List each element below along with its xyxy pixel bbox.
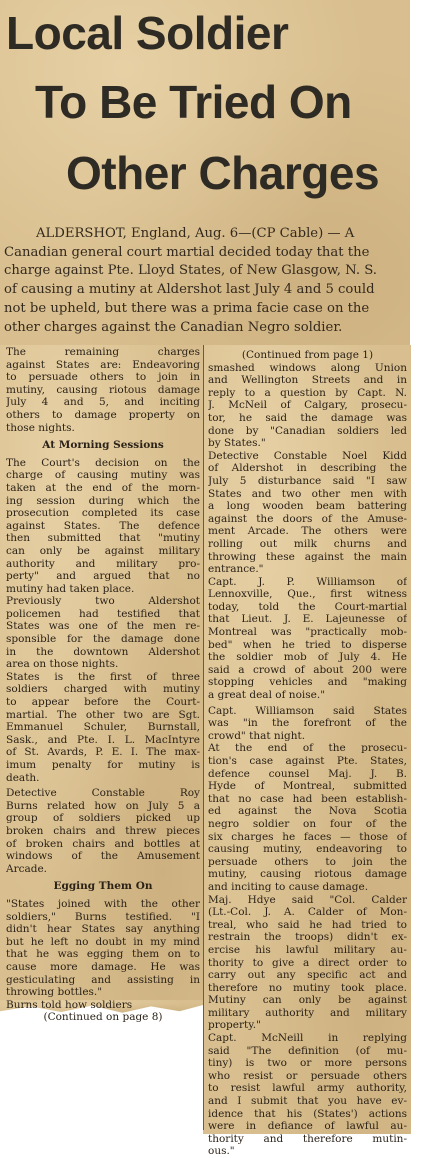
headline-line-2: To Be Tried On [35,76,352,128]
text-line: July 4 and 5, and inciting [6,396,200,409]
text-line: mutiny, causing riotous damage [208,868,407,881]
text-line: The Court's decision on the [6,456,200,469]
text-line: treal, who said he had tried to [208,918,407,931]
text-line: of Aldershot in describing the [208,462,407,475]
text-line: persuade others to join the [208,855,407,868]
lede-line: charge against Pte. Lloyd States, of New Glasgow, N. S. [4,263,377,279]
text-line: martial. The other two are Sgt. [6,708,200,721]
text-line: ment Arcade. The others were [208,525,407,538]
text-line: that he was egging them on to [6,948,200,961]
text-line: to appear before the Court- [6,696,200,709]
text-line: ed against the Nova Scotia [208,805,407,818]
text-line: Capt. McNeill in replying [208,1032,407,1045]
text-line: soldiers charged with mutiny [6,683,200,696]
text-line: J. McNeil of Calgary, prosecu- [208,399,407,412]
text-line: were in defiance of lawful au- [208,1120,407,1133]
text-line: windows of the Amusement [6,850,200,863]
lede-line: not be upheld, but there was a prima facie case on the [4,300,370,316]
text-line: then submitted that "mutiny [6,532,200,545]
text-line: negro soldier on four of the [208,817,407,830]
text-line: Burns related how on July 5 a [6,799,200,812]
text-line: those nights. [6,421,75,434]
text-line: Burns told how soldiers [6,998,133,1011]
text-line: "States joined with the other [6,897,200,910]
text-line: Montreal was "practically mob- [208,626,407,639]
lede-line: of causing a mutiny at Aldershot last July 4 and 5 could [4,282,375,298]
continued-on-note: (Continued on page 8) [43,1011,163,1024]
text-line: against States are: Endeavoring [6,358,200,371]
text-line: Lennoxville, Que., first witness [208,588,407,601]
text-line: area on those nights. [6,658,119,671]
text-line: cause more damage. He was [6,960,200,973]
text-line: therefore no mutiny took place. [208,981,407,994]
text-line: said "The definition (of mu- [208,1044,407,1057]
lede-line: other charges against the Canadian Negro soldier. [4,319,343,335]
text-line: mutiny had taken place. [6,582,135,595]
text-line: and I submit that you have ev- [208,1095,407,1108]
text-line: said a crowd of about 200 were [208,663,407,676]
text-line: policemen had testified that [6,607,200,620]
text-line: didn't hear States say anything [6,923,200,936]
text-line: tor, he said the damage was [208,411,407,424]
text-line: ing session during which the [6,494,200,507]
text-line: The remaining charges [6,346,200,358]
left-column [6,346,200,1024]
text-line: Capt. Williamson said States [208,704,407,717]
text-line: Maj. Hdye said "Col. Calder [208,893,407,906]
lede-paragraph [4,225,408,337]
text-line: soldiers," Burns testified. "I [6,910,200,923]
text-line: At the end of the prosecu- [208,742,407,755]
text-line: Emmanuel Schuler, Burnstall, [6,721,200,734]
text-line: group of soldiers picked up [6,812,200,825]
text-line: today, told the Court-martial [208,600,407,613]
text-line: smashed windows along Union [208,361,407,374]
text-line: tion's case against Pte. States, [208,755,407,767]
text-line: Detective Constable Noel Kidd [208,449,407,462]
text-line: to resist lawful army authority, [208,1082,407,1095]
text-line: perty" and argued that no [6,570,200,583]
text-line: entrance." [208,563,264,576]
text-line: tiny) is two or more persons [208,1057,407,1070]
text-line: but he left no doubt in my mind [6,935,200,948]
right-column [208,349,407,1158]
text-line: that Lieut. J. E. Lajeunesse of [208,613,407,626]
text-line: Sask., and Pte. I. L. MacIntyre [6,733,200,746]
text-line: the soldier mob of July 4. He [208,651,407,664]
text-line: charge of causing mutiny was [6,469,200,482]
text-line: (Lt.-Col. J. A. Calder of Mon- [208,906,407,919]
text-line: in the downtown Aldershot [6,645,200,658]
lede-line: ALDERSHOT, England, Aug. 6—(CP Cable) — A [36,226,355,241]
text-line: sponsible for the damage done [6,633,200,646]
text-line: crowd" that night. [208,729,306,742]
lede-line: Canadian general court martial decided today that the [4,244,370,260]
text-line: throwing bottles." [6,986,103,999]
text-line: to persuade others to join in [6,371,200,384]
text-line: imum penalty for mutiny is [6,759,200,771]
text-line: rolling out milk churns and [208,537,407,550]
text-line: causing mutiny, endeavoring to [208,843,407,856]
text-line: six charges he faces — those of [208,830,407,843]
text-line: throwing these against the main [208,550,407,563]
column-divider [203,345,204,1130]
text-line: idence that his (States') actions [208,1107,407,1120]
text-line: Previously two Aldershot [6,595,200,608]
text-line: carry out any specific act and [208,969,407,982]
text-line: of broken chairs and bottles at [6,837,200,850]
text-line: against States. The defence [6,519,200,532]
continued-from-note: (Continued from page 1) [241,349,374,361]
text-line: thority and therefore mutin- [208,1132,407,1145]
text-line: that no case had been establish- [208,792,407,805]
text-line: death. [6,771,40,784]
text-line: who resist or persuade others [208,1069,407,1082]
subhead: Egging Them On [53,880,153,893]
text-line: broken chairs and threw pieces [6,824,200,837]
text-line: restrain the troops) didn't ex- [208,931,407,944]
subhead: At Morning Sessions [42,439,164,452]
text-line: States was one of the men re- [6,620,200,633]
text-line: done by "Canadian soldiers led [208,424,407,437]
text-line: thority to give a direct order to [208,956,407,969]
text-line: States is the first of three [6,670,200,683]
text-line: authority and military pro- [6,557,200,570]
text-line: Arcade. [6,862,48,875]
text-line: Hyde of Montreal, submitted [208,780,407,793]
text-line: ercise his lawful military au- [208,943,407,956]
text-line: bed" when he tried to disperse [208,638,407,651]
text-line: others to damage property on [6,408,200,421]
text-line: a great deal of noise." [208,689,326,702]
text-line: and inciting to cause damage. [208,880,369,893]
text-line: can only be against military [6,544,200,557]
headline-line-1: Local Soldier [6,7,289,59]
text-line: Capt. J. P. Williamson of [208,575,407,588]
text-line: property." [208,1019,261,1032]
text-line: military authority and military [208,1006,407,1019]
text-line: States and two other men with [208,487,407,500]
text-line: a long wooden beam battering [208,500,407,513]
text-line: of St. Avards, P. E. I. The max- [6,746,200,759]
text-line: mutiny, causing riotous damage [6,383,200,396]
text-line: and Wellington Streets and in [208,374,407,387]
text-line: reply to a question by Capt. N. [208,386,407,399]
text-line: defence counsel Maj. J. B. [208,767,407,780]
text-line: July 5 disturbance said "I saw [208,474,407,487]
text-line: gesticulating and assisting in [6,973,200,986]
text-line: stopping vehicles and "making [208,676,407,689]
text-line: prosecution completed its case [6,507,200,520]
text-line: was "in the forefront of the [208,717,407,730]
text-line: by States." [208,437,266,450]
text-line: ous." [208,1145,235,1158]
text-line: Detective Constable Roy [6,787,200,800]
headline-line-3: Other Charges [66,147,380,199]
text-line: Mutiny can only be against [208,994,407,1007]
text-line: taken at the end of the morn- [6,481,200,494]
text-line: against the doors of the Amuse- [208,512,407,525]
